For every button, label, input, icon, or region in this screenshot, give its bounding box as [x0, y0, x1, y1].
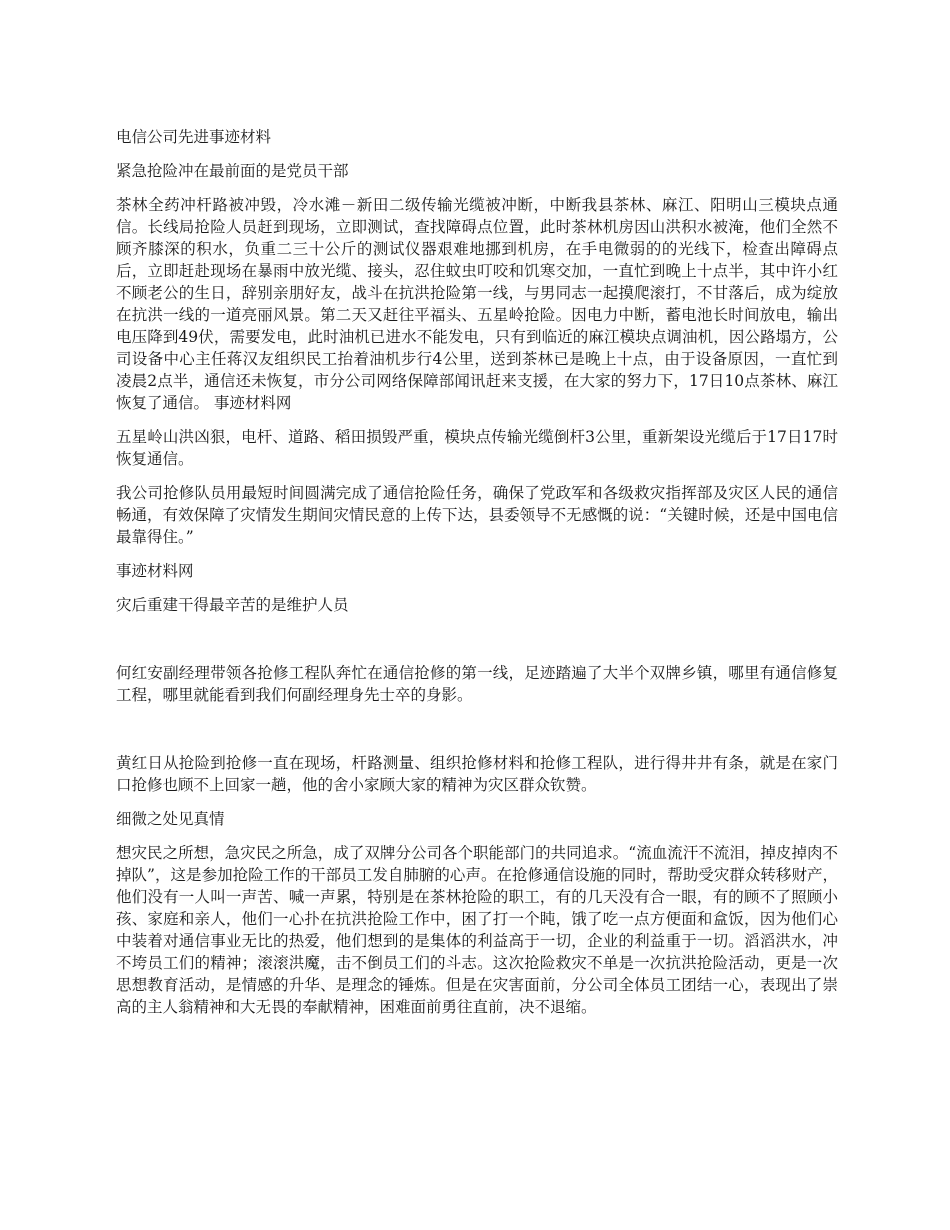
paragraph-huang-hongri: 黄红日从抢险到抢修一直在现场，杆路测量、组织抢修材料和抢修工程队，进行得井井有条，就是在家门口抢修也顾不上回家一趟，他的舍小家顾大家的精神为灾区群众钦赞。 [116, 754, 838, 794]
section-heading-details: 细微之处见真情 [116, 810, 225, 828]
section-heading-party-cadres: 紧急抢险冲在最前面的是党员干部 [116, 162, 349, 180]
document-body [116, 126, 838, 1030]
paragraph-he-hongan: 何红安副经理带领各抢修工程队奔忙在通信抢修的第一线，足迹踏遍了大半个双牌乡镇，哪里有通信修复工程，哪里就能看到我们何副经理身先士卒的身影。 [116, 664, 838, 704]
paragraph-chalin-rescue: 茶林全药冲杆路被冲毁，冷水滩－新田二级传输光缆被冲断，中断我县茶林、麻江、阳明山三模块点通信。长线局抢险人员赶到现场，立即测试，查找障碍点位置，此时茶林机房因山洪积水被淹，他们全然不顾齐膝深的积水，负重二三十公斤的测试仪器艰难地挪到机房，在手电微弱的的光线下，检查出障碍点后，立即赶赴现场在暴雨中放光缆、接头，忍住蚊虫叮咬和饥寒交加，一直忙到晚上十点半，其中许小红不顾老公的生日，辞别亲朋好友，战斗在抗洪抢险第一线，与男同志一起摸爬滚打，不甘落后，成为绽放在抗洪一线的一道亮丽风景。第二天又赶往平福头、五星岭抢险。因电力中断，蓄电池长时间放电，输出电压降到49伏，需要发电，此时油机已进水不能发电，只有到临近的麻江模块点调油机，因公路塌方，公司设备中心主任蒋汉友组织民工抬着油机步行4公里，送到茶林已是晚上十点，由于设备原因，一直忙到凌晨2点半，通信还未恢复，市分公司网络保障部闻讯赶来支援，在大家的努力下，17日10点茶林、麻江恢复了通信。 事迹材料网 [116, 196, 838, 412]
section-heading-maintenance: 灾后重建干得最辛苦的是维护人员 [116, 596, 349, 614]
document-title: 电信公司先进事迹材料 [116, 128, 272, 146]
spacer [116, 628, 838, 662]
paragraph-wuxingling: 五星岭山洪凶狠，电杆、道路、稻田损毁严重，模块点传输光缆倒杆3公里，重新架设光缆后于17日17时恢复通信。 [116, 428, 838, 468]
paragraph-care-for-victims: 想灾民之所想，急灾民之所急，成了双牌分公司各个职能部门的共同追求。“流血流汗不流泪，掉皮掉肉不掉队”，这是参加抢险工作的干部员工发自肺腑的心声。在抢修通信设施的同时，帮助受灾群众转移财产，他们没有一人叫一声苦、喊一声累，特别是在茶林抢险的职工，有的几天没有合一眼，有的顾不了照顾小孩、家庭和亲人，他们一心扑在抗洪抢险工作中，困了打一个盹，饿了吃一点方便面和盒饭，因为他们心中装着对通信事业无比的热爱，他们想到的是集体的利益高于一切，企业的利益重于一切。滔滔洪水，冲不垮员工们的精神；滚滚洪魔，击不倒员工们的斗志。这次抢险救灾不单是一次抗洪抢险活动，更是一次思想教育活动，是情感的升华、是理念的锤炼。但是在灾害面前，分公司全体员工团结一心，表现出了崇高的主人翁精神和大无畏的奉献精神，困难面前勇往直前，决不退缩。 [116, 844, 838, 1016]
spacer [116, 718, 838, 752]
paragraph-mission-complete: 我公司抢修队员用最短时间圆满完成了通信抢险任务，确保了党政军和各级救灾指挥部及灾区人民的通信畅通，有效保障了灾情发生期间灾情民意的上传下达，县委领导不无感慨的说：“关键时候，还是中国电信最靠得住。” [116, 484, 838, 546]
source-line: 事迹材料网 [116, 562, 194, 580]
